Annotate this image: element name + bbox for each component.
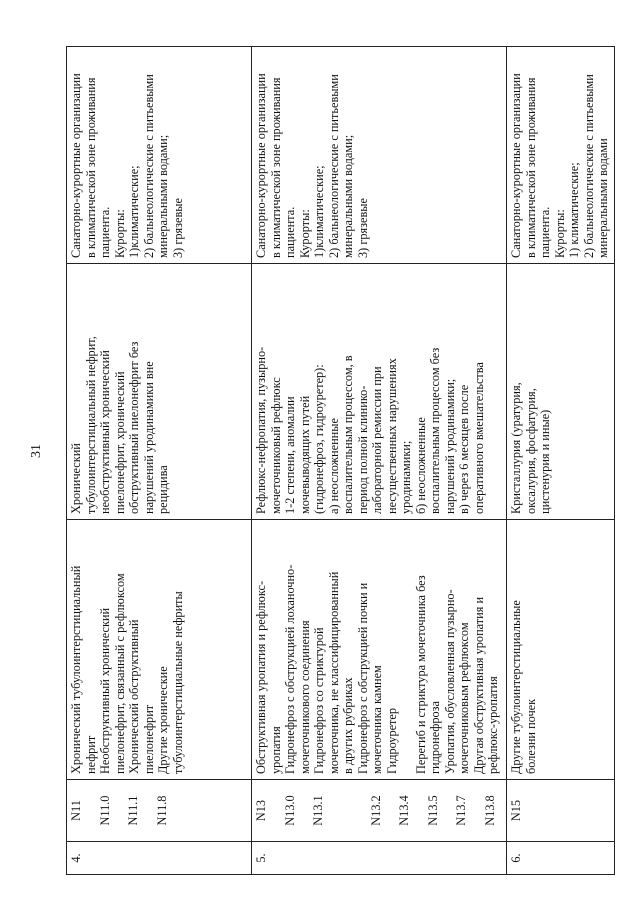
diagnosis-line: уропатия [268,726,283,774]
diagnosis-line: Гидроуретер [384,707,399,774]
resort-line: Курорты: [552,209,567,258]
diagnosis-line: пиелонефрит [141,704,156,774]
condition-line: пиелонефрит, хронический [112,371,127,514]
condition-line: оксалурия, фосфатурия, [523,388,538,514]
diagnosis-cell [252,520,507,780]
condition-line: воспалительным процессом, в [341,355,355,514]
resort-line: 2) бальнеологические с питьевыми [581,74,596,258]
diagnosis-line: Другая обструктивная уропатия и [471,596,486,774]
condition-line: мочеточниковый рефлюкс [268,377,283,514]
resort-line: минеральными водами [596,138,610,258]
diagnosis-line: Гидронефроз с обструкцией почки и [355,582,370,774]
icd-code: N11 [69,800,83,821]
diagnosis-cell [507,520,615,780]
resort-line: Санаторно-курортные организации [509,73,523,258]
row-number: 5. [252,842,507,875]
condition-line: в) через 6 месяцев после [457,384,471,514]
diagnosis-line: Хронический тубулоинтерстициальный [69,565,83,774]
diagnosis-cell [67,520,252,780]
icd-codes-cell [252,780,507,842]
resort-line: пациента. [538,206,552,258]
resort-cell [507,47,615,264]
resort-line: минеральными водами; [156,134,170,258]
condition-line: б) неосложненные [413,417,428,514]
table-row [67,47,252,875]
diagnosis-line: Хронический обструктивный [127,619,141,774]
condition-line: период полной клинико- [355,385,370,514]
resort-line: 2) бальнеологические с питьевыми [141,74,156,258]
resort-indications-table [66,46,615,875]
resort-line: Санаторно-курортные организации [69,73,83,258]
condition-line: несущественных нарушениях [384,358,399,514]
diagnosis-line: Обструктивная уропатия и рефлюкс- [254,580,268,774]
condition-line: а) неосложненные [326,418,341,514]
condition-line: тубулоинтерстициальный нефрит, [83,336,98,514]
resort-line: Курорты: [112,209,127,258]
icd-codes-cell [507,780,615,842]
icd-code: N13.5 [425,795,440,826]
diagnosis-line: Уропатия, обусловленная пузырно- [442,589,457,774]
resort-line: в климатической зоне проживания [523,77,538,258]
resort-line: 3) грязевые [355,197,370,258]
resort-line: 3) грязевые [170,197,185,258]
icd-code: N13.0 [282,795,297,826]
diagnosis-line: Другие тубулоинтерстициальные [509,600,523,774]
icd-code: N11.1 [126,795,140,826]
table-body [67,47,615,875]
row-number: 6. [507,842,615,875]
condition-line: Кристаллурия (уратурия, [509,382,523,514]
condition-cell [252,264,507,520]
resort-line: в климатической зоне проживания [268,77,283,258]
condition-cell [507,264,615,520]
diagnosis-line: Гидронефроз с обструкцией лоханочно- [283,564,297,774]
condition-cell [67,264,252,520]
diagnosis-line: гидронефроза [428,701,442,774]
diagnosis-line: Гидронефроз со стриктурой [312,627,326,774]
diagnosis-line: болезни почек [523,698,538,774]
diagnosis-line: рефлюкс-уропатия [486,676,500,774]
condition-line: мочевыводящих путей [297,395,312,514]
resort-line: в климатической зоне проживания [83,77,98,258]
condition-line: лабораторной ремиссии при [370,366,384,514]
condition-line: Рефлюкс-нефропатия, пузырно- [254,346,268,514]
table-row [252,47,507,875]
resort-cell [67,47,252,264]
condition-line: уродинамики; [399,440,413,514]
diagnosis-line: мочеточникового соединения [297,620,312,774]
resort-line: 1)климатические; [127,165,141,258]
resort-cell [252,47,507,264]
icd-code: N15 [509,799,523,822]
icd-code: N13.1 [311,795,325,826]
diagnosis-line: Перегиб и стриктура мочеточника без [413,575,428,774]
diagnosis-line: пиелонефрит, связанный с рефлюксом [112,573,127,774]
condition-line: цистенурия и иные) [538,409,552,514]
resort-line: минеральными водами; [341,134,355,258]
icd-code: N11.0 [97,795,112,826]
rotated-table-container [66,47,610,875]
condition-line: воспалительным процессом без [428,347,442,514]
condition-line: обструктивный пиелонефрит без [127,341,141,514]
condition-line: 1-2 степени, аномалии [283,396,297,514]
spacer [399,525,414,774]
condition-line: оперативного вмешательства [471,362,486,514]
icd-code: N13.8 [482,795,497,826]
resort-line: 1) климатические; [567,162,581,258]
diagnosis-line: мочеточника камнем [370,665,384,774]
resort-line: 1)климатические; [312,165,326,258]
condition-line: Хронический [69,443,83,514]
condition-line: рецидива [156,465,170,514]
page-number: 31 [29,444,44,458]
condition-line: нарушений уродинамики; [442,378,457,514]
condition-line: нарушений уродинамики вне [141,361,156,514]
diagnosis-line: мочеточниковым рефлюксом [457,622,471,774]
condition-line: необструктивный хронический [98,350,112,514]
icd-codes-cell [67,780,252,842]
icd-code: N11.8 [154,795,169,826]
diagnosis-line: мочеточника, не классифицированный [326,571,341,774]
icd-code: N13.2 [368,795,383,826]
diagnosis-line: в других рубриках [341,677,355,774]
resort-line: 2) бальнеологические с питьевыми [326,74,341,258]
condition-line: (гидронефроз, гидроуретер): [312,364,326,514]
diagnosis-line: Необструктивный хронический [98,607,112,774]
table-row [507,47,615,875]
row-number: 4. [67,842,252,875]
diagnosis-line: Другие хронические [156,666,170,774]
resort-line: Санаторно-курортные организации [254,73,268,258]
diagnosis-line: тубулоинтерстициальные нефриты [170,591,185,774]
resort-line: пациента. [98,206,112,258]
icd-code: N13.4 [397,795,411,826]
resort-line: Курорты: [297,209,312,258]
icd-code: N13 [254,799,268,822]
resort-line: пациента. [283,206,297,258]
icd-code: N13.7 [454,795,468,826]
diagnosis-line: нефрит [83,735,98,774]
